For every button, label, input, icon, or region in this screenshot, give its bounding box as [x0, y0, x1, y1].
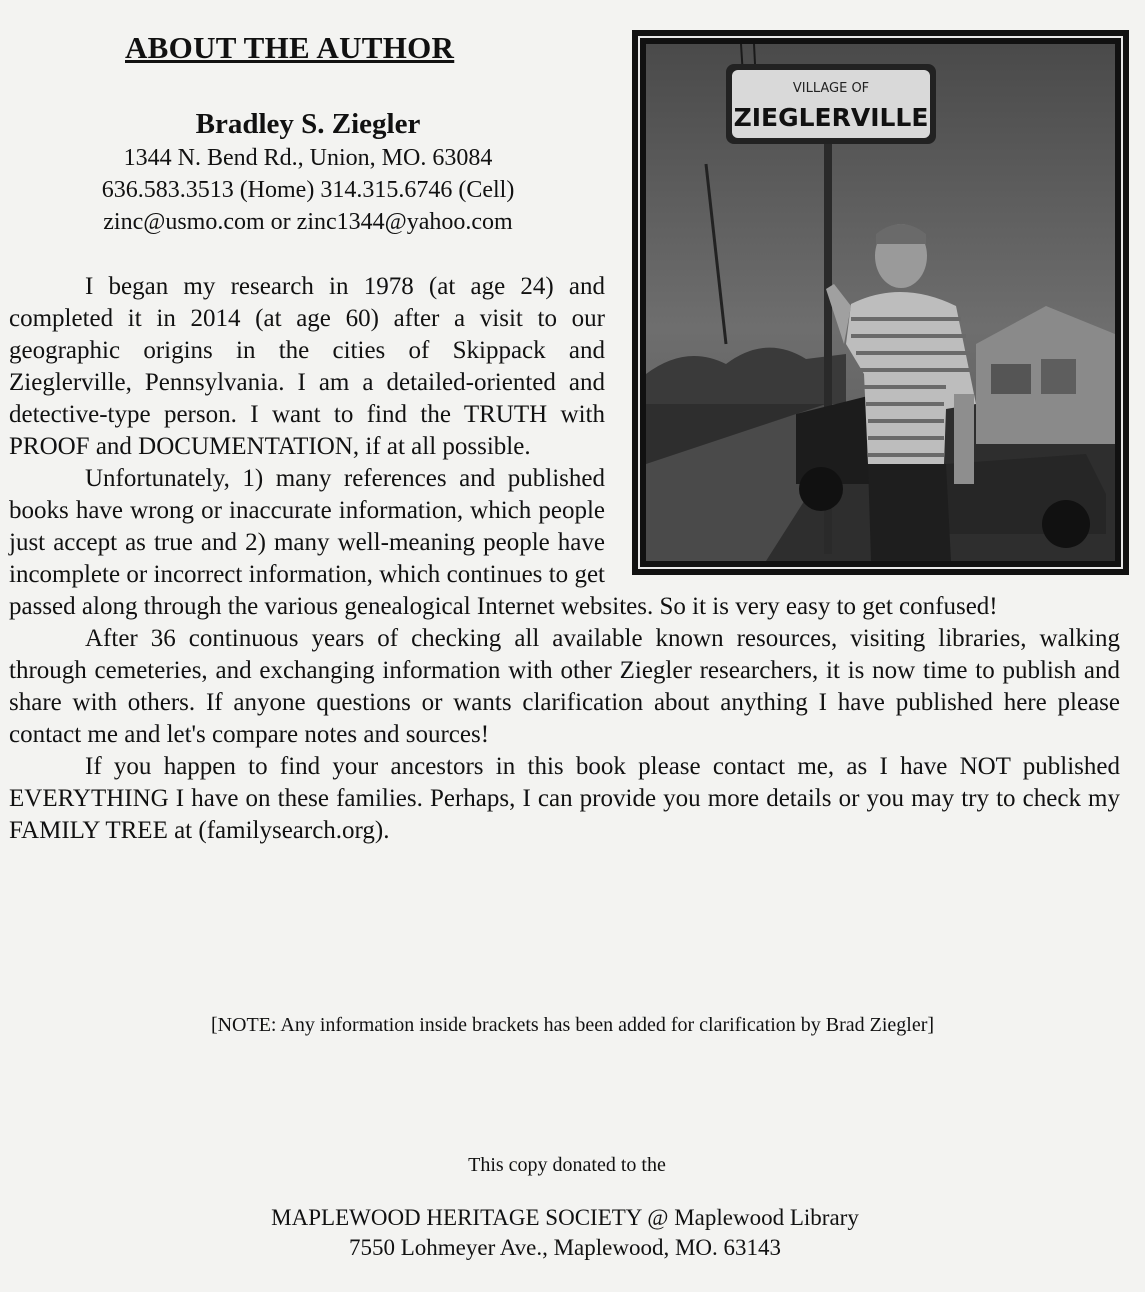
society-name: MAPLEWOOD HERITAGE SOCIETY @ Maplewood Library [271, 1205, 859, 1230]
clarification-note: [NOTE: Any information inside brackets has been added for clarification by Brad Ziegler] [210, 1014, 935, 1036]
bio-paragraph-1: I began my research in 1978 (at age 24) and completed it in 2014 (at age 60) after a visit to our geographic origins in the cities of Skippack and Zieglerville, Pennsylvania. I am a detailed-oriented and detective-type person. I want to find the TRUTH with PROOF and DOCUMENTATION, if at all possible. [9, 273, 605, 460]
bio-paragraph-3: After 36 continuous years of checking all available known resources, visiting libraries, walking through cemeteries, and exchanging information with other Ziegler researchers, it is now time to publish and share with others. If anyone questions or wants clarification about anything I have published here please contact me and let's compare notes and sources! [9, 625, 1120, 748]
society-address: 7550 Lohmeyer Ave., Maplewood, MO. 63143 [348, 1235, 782, 1260]
author-contact-block [18, 106, 598, 238]
bio-paragraph-2: Unfortunately, 1) many references and published books have wrong or inaccurate information, which people just accept as true and 2) many well-meaning people have incomplete or incorrect information, which continues to get passed along through the various genealogical Internet websites. So it is very easy to get confused! [9, 465, 998, 620]
page-heading: ABOUT THE AUTHOR [125, 30, 455, 65]
donation-line: This copy donated to the [468, 1154, 666, 1176]
sign-main-text: ZIEGLERVILLE [733, 103, 929, 132]
author-emails: zinc@usmo.com or zinc1344@yahoo.com [103, 209, 513, 235]
donation-recipient [0, 1203, 1130, 1263]
bio-paragraph-4: If you happen to find your ancestors in this book please contact me, as I have NOT published EVERYTHING I have on these families. Perhaps, I can provide you more details or you may try to check my FAMILY TREE at (familysearch.org). [9, 753, 1120, 844]
author-phones: 636.583.3513 (Home) 314.315.6746 (Cell) [101, 177, 515, 203]
author-address: 1344 N. Bend Rd., Union, MO. 63084 [123, 145, 493, 171]
author-biography [9, 271, 1120, 847]
author-name: Bradley S. Ziegler [195, 108, 421, 140]
zieglerville-sign [726, 64, 936, 144]
sign-top-text: VILLAGE OF [792, 81, 870, 96]
